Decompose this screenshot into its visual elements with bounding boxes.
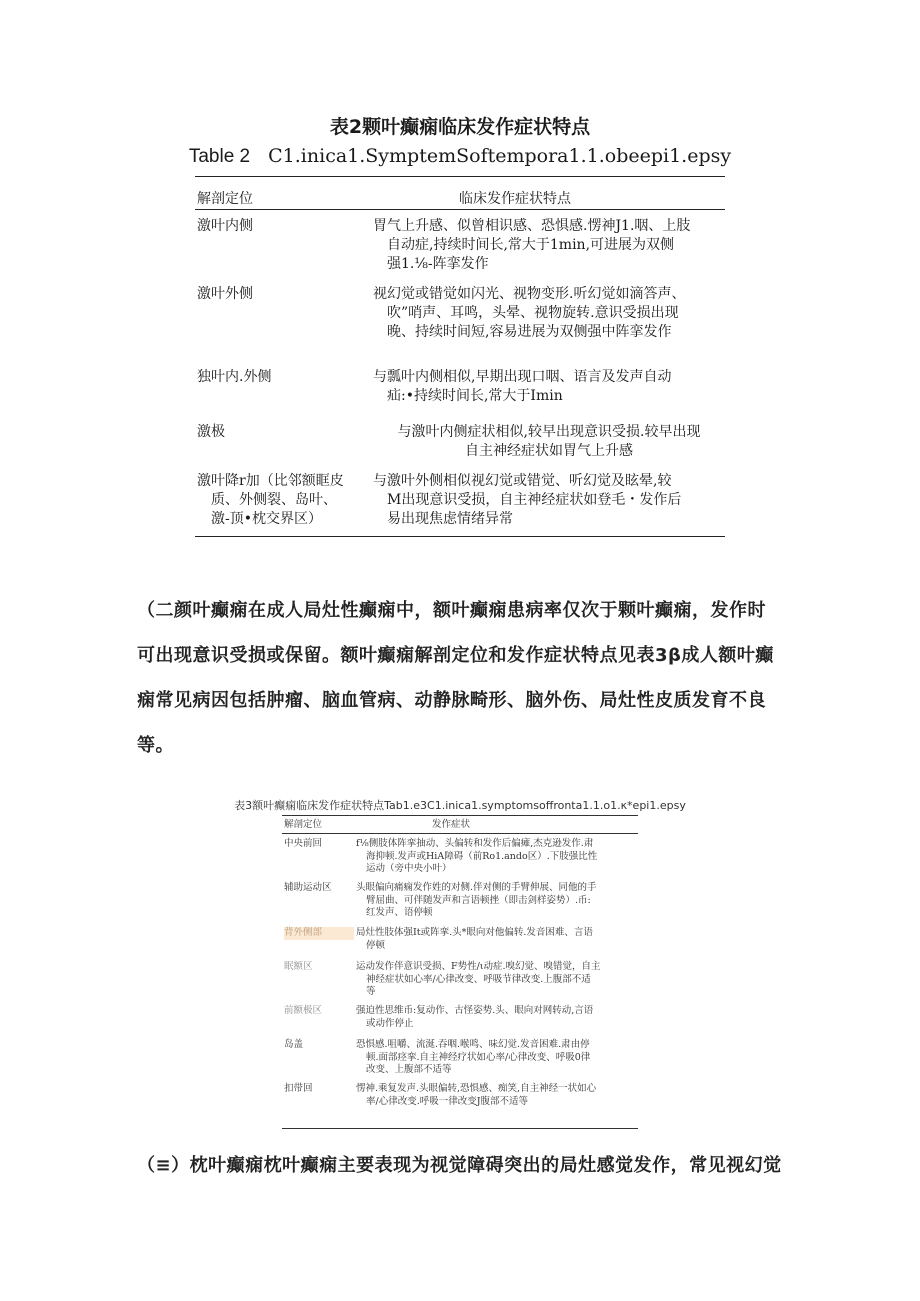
table3-cell-symptoms — [356, 1083, 638, 1108]
table3-cell-location: 眠额区 — [284, 961, 313, 972]
table3-header-rule — [282, 833, 638, 834]
table2-title-cn: 表2颗叶癫痫临床发作症状特点 — [329, 116, 591, 138]
paragraph-line: 痫常见病因包括肿瘤、脑血管病、动静脉畸形、脑外伤、局灶性皮质发育不良 — [137, 690, 766, 711]
table3-symptom-line: 运动（旁中央小叶） — [366, 863, 452, 874]
table3-symptom-line: 改变、上腹部不适等 — [366, 1064, 452, 1075]
table2-title-en-lead: Table 2 — [188, 146, 251, 167]
table2-bottom-rule — [195, 536, 725, 537]
paragraph-occipital-lobe — [137, 1143, 797, 1188]
table3-symptom-line: 运动发作伴意识受损、F势性∕ι动症.嗅幻觉、嗅错觉，自主 — [356, 961, 601, 972]
table2-symptom-line: 疝:•持续时间长,常大于Imin — [387, 388, 563, 404]
table3-symptom-line: 停顿 — [366, 939, 386, 951]
table2-location-line: 激叶内侧 — [197, 218, 253, 234]
table2-header-symptoms: 临床发作症状特点 — [459, 191, 571, 207]
table2-symptom-line: 自动症,持续时间长,常大于1min,可进展为双侧 — [387, 237, 675, 253]
table2-cell-symptoms — [373, 285, 725, 342]
paragraph-line: 等。 — [137, 735, 174, 756]
table3-symptom-line: 恐惧感.咀嚼、流涎.吞咽.喉鸣、味幻觉.发音困难.肃由停 — [356, 1039, 590, 1050]
table3-symptom-line: 局灶性肢体强It或阵挛.头*眼向对他偏转.发音困难、言语 — [356, 927, 593, 938]
table2-location-line: 独叶内.外侧 — [197, 369, 272, 385]
table2-symptom-line: 吹”哨声、耳鸣，头晕、视物旋转.意识受损出现 — [387, 305, 679, 321]
table3-cell-symptoms — [356, 1005, 638, 1030]
table2-location-line: 质、外侧裂、岛叶、 — [211, 492, 337, 508]
table2-symptom-line: 与瓢叶内侧相似,早期出现口咽、语言及发声自动 — [373, 369, 672, 385]
table3-symptom-line: 红发声、语停顿 — [366, 907, 433, 918]
table2-symptom-line: 自主神经症状如胃气上升感 — [465, 443, 633, 459]
paragraph-line: （二颜叶癫痫在成人局灶性癫痫中，额叶癫痫患病率仅次于颗叶癫痫，发作时 — [137, 600, 766, 621]
paragraph-line: 可出现意识受损或保留。额叶癫痫解剖定位和发作症状特点见表3β成人额叶癫 — [137, 645, 774, 666]
table3-cell-symptoms — [356, 882, 638, 920]
table3-header-location: 解剖定位 — [284, 819, 323, 830]
table3-cell-location: 辅助运动区 — [284, 882, 332, 893]
table2-cell-symptoms — [373, 217, 725, 274]
table2-symptom-line: 易出现焦虑情绪异常 — [387, 511, 513, 527]
table2-cell-symptoms — [373, 423, 725, 461]
table2-symptom-line: 与激叶内侧症状相似,较早出现意识受损.较早出现 — [397, 424, 701, 440]
paragraph-lead: （≡）枕叶癫痫枕 — [137, 1155, 283, 1176]
table3-symptom-line: 神经症状如心率∕心律改变、呼吸节律改变.上腹部不适 — [366, 973, 591, 985]
table3-cell-location: 岛盖 — [284, 1039, 304, 1050]
table3-symptom-line: 臂屈曲、可伴随发声和言语顿挫（即击剑样姿势）.币: — [366, 894, 591, 906]
table2-cell-location — [197, 423, 367, 442]
table3-symptom-line: 头眼偏向痛痫发作姓的对侧.伴对侧的手臂伸展、同他的手 — [356, 882, 597, 893]
table2-cell-location — [197, 368, 367, 387]
table2-top-rule — [195, 176, 725, 177]
table2-title-en-rest: C1.inica1.SymptemSoftempora1.1.obeepi1.epsy — [268, 145, 732, 167]
table3-cell-location: 中央前回 — [284, 838, 323, 849]
table2-header-location: 解剖定位 — [197, 191, 253, 207]
table3-symptom-line: 或动作停止 — [366, 1017, 414, 1029]
table3-symptom-line: 等 — [366, 986, 376, 997]
table3-symptom-line: f⅛侧肢体阵挛抽动、头偏转和发作后偏瘫,杰克逊发作.肃 — [356, 838, 594, 849]
table2-location-line: 激极 — [197, 424, 225, 440]
table3-symptom-line: 顿.面部痉挛.自主神经疗状如心率∕心律改变、呼吸0律 — [366, 1051, 591, 1063]
table3-cell-symptoms — [356, 1039, 638, 1077]
table3-cell-location: 扣带回 — [284, 1083, 313, 1094]
table2-symptom-line: 与激叶外侧相似视幻觉或错觉、听幻觉及眩晕,较 — [373, 473, 672, 489]
table3-bottom-rule — [282, 1128, 638, 1129]
table2-location-line: 激-顶•枕交界区） — [211, 511, 322, 527]
table3-cell-symptoms — [356, 838, 638, 876]
table3-title: 表3额叶癫痫临床发作症状特点Tab1.e3C1.inica1.symptomsoffronta1.1.o1.κ*epi1.epsy — [234, 799, 686, 812]
table3-symptom-line: 愣神.乘复发声.头眼偏转,恐惧感、痴笑,自主神经一状如心 — [356, 1083, 597, 1094]
table2-symptom-line: 强1.⅛-阵挛发作 — [387, 256, 489, 272]
table3-cell-symptoms — [356, 927, 638, 952]
table2-symptom-line: M出现意识受损，自主神经症状如登毛・发作后 — [387, 492, 682, 508]
table2-cell-symptoms — [373, 472, 725, 529]
table3-cell-location: 背外侧部 — [284, 927, 354, 940]
table2-header-rule — [195, 209, 725, 210]
table3-cell-location: 前额极区 — [284, 1005, 323, 1016]
table2-cell-location — [197, 285, 367, 304]
table2-symptom-line: 视幻觉或错觉如闪光、视物变形.听幻觉如滴答声、 — [373, 286, 686, 302]
table3-symptom-line: 强迫性思维币:复动作、古怪姿势.头、眼向对网转动,言语 — [356, 1005, 594, 1016]
table2-location-line: 激叶外侧 — [197, 286, 253, 302]
table3-cell-symptoms — [356, 961, 638, 999]
table3-header-symptoms: 发作症状 — [432, 819, 471, 830]
table2-cell-symptoms — [373, 368, 725, 406]
paragraph-text: 叶癫痫主要表现为视觉障碍突出的局灶感觉发作，常见视幻觉 — [282, 1155, 782, 1176]
table3-symptom-line: 海抑顿.发声或HiA障碍（前Ro1.ando区）.下肢强比性 — [366, 850, 598, 862]
table2-cell-location — [197, 472, 367, 529]
table2-title-en — [0, 145, 920, 168]
table2-symptom-line: 胃气上升感、似曾相识感、恐惧感.愣神J1.咽、上肢 — [373, 218, 691, 234]
paragraph-frontal-lobe — [137, 588, 787, 768]
table2-cell-location — [197, 217, 367, 236]
table3-top-rule — [282, 815, 638, 816]
table2-symptom-line: 晚、持续时间短,容易进展为双侧强中阵挛发作 — [387, 324, 672, 340]
table3-symptom-line: 率∕心律改变.呼吸一律改变J腹部不适等 — [366, 1095, 529, 1107]
table2-location-line: 激叶降r加（比邻额眶皮 — [197, 473, 344, 489]
